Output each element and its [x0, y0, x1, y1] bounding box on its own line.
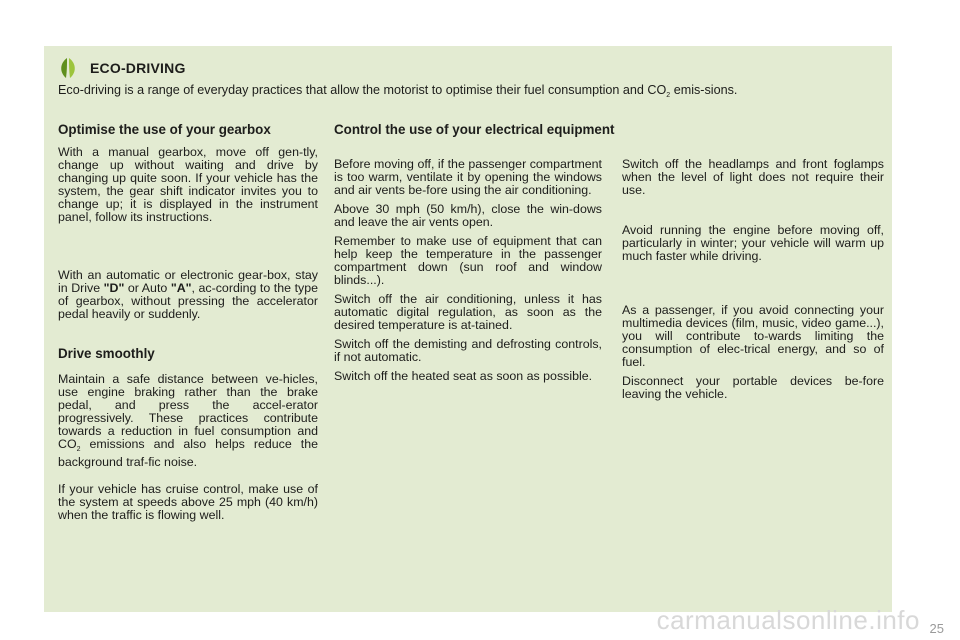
heading-gearbox: Optimise the use of your gearbox — [58, 122, 271, 137]
disconnect-devices-text: Disconnect your portable devices be-fore leaving the vehicle. — [622, 374, 884, 401]
drive-smoothly-text: Maintain a safe distance between ve-hicles, use engine braking rather than the brake pedal, and press the accel-erator progressively. These practices contribute towards a reduction in fuel consumption and $CO_2$ emissions and also helps reduce the background traf-fic noise. — [58, 372, 318, 469]
engine-running-text: Avoid running the engine before moving off, particularly in winter; your vehicle will warm up much faster while driving. — [622, 223, 884, 263]
air-conditioning-text: Switch off the air conditioning, unless it has automatic digital regulation, as soon as the desired temperature is at-tained. — [334, 292, 602, 332]
column-electrical-heading — [334, 123, 884, 137]
demisting-text: Switch off the demisting and defrosting controls, if not automatic. — [334, 337, 602, 364]
heading-electrical: Control the use of your electrical equipment — [334, 122, 615, 137]
close-windows-text: Above 30 mph (50 km/h), close the win-dows and leave the air vents open. — [334, 202, 602, 229]
page-number: 25 — [929, 621, 944, 636]
intro-paragraph: Eco-driving is a range of everyday practices that allow the motorist to optimise their fuel consumption and $CO_2$ emis-sions. — [58, 83, 738, 99]
automatic-gearbox-text: With an automatic or electronic gear-box, stay in Drive "D" or Auto "A", ac-cording to the type of gearbox, without pressing the accelerator pedal heavily or suddenly. — [58, 268, 318, 321]
eco-leaf-icon — [58, 57, 78, 79]
column-gearbox — [58, 123, 318, 522]
headlamps-text: Switch off the headlamps and front foglamps when the level of light does not require their use. — [622, 157, 884, 197]
equipment-text: Remember to make use of equipment that can help keep the temperature in the passenger compartment down (sun roof and window blinds...). — [334, 234, 602, 287]
co2-subscript: 2 — [666, 92, 671, 99]
heading-drive-smoothly: Drive smoothly — [58, 346, 155, 361]
cruise-control-text: If your vehicle has cruise control, make use of the system at speeds above 25 mph (40 km/h) when the traffic is flowing well. — [58, 482, 318, 522]
column-electrical-left — [334, 158, 602, 383]
heated-seat-text: Switch off the heated seat as soon as possible. — [334, 369, 593, 383]
watermark: carmanualsonline.info — [656, 605, 920, 635]
manual-gearbox-text: With a manual gearbox, move off gen-tly, change up without waiting and drive by changing up quite soon. If your vehicle has the system, the gear shift indicator invites you to change up; it is displayed in the instrument panel, follow its instructions. — [58, 145, 318, 224]
multimedia-text: As a passenger, if you avoid connecting your multimedia devices (film, music, video game...), you will contribute to-wards limiting the consumption of elec-trical energy, and so of fuel. — [622, 303, 884, 369]
ventilate-text: Before moving off, if the passenger compartment is too warm, ventilate it by opening the windows and air vents be-fore using the air conditioning. — [334, 157, 602, 197]
section-title: ECO-DRIVING — [90, 60, 186, 76]
column-electrical-right — [622, 158, 884, 401]
section-header — [58, 56, 186, 80]
